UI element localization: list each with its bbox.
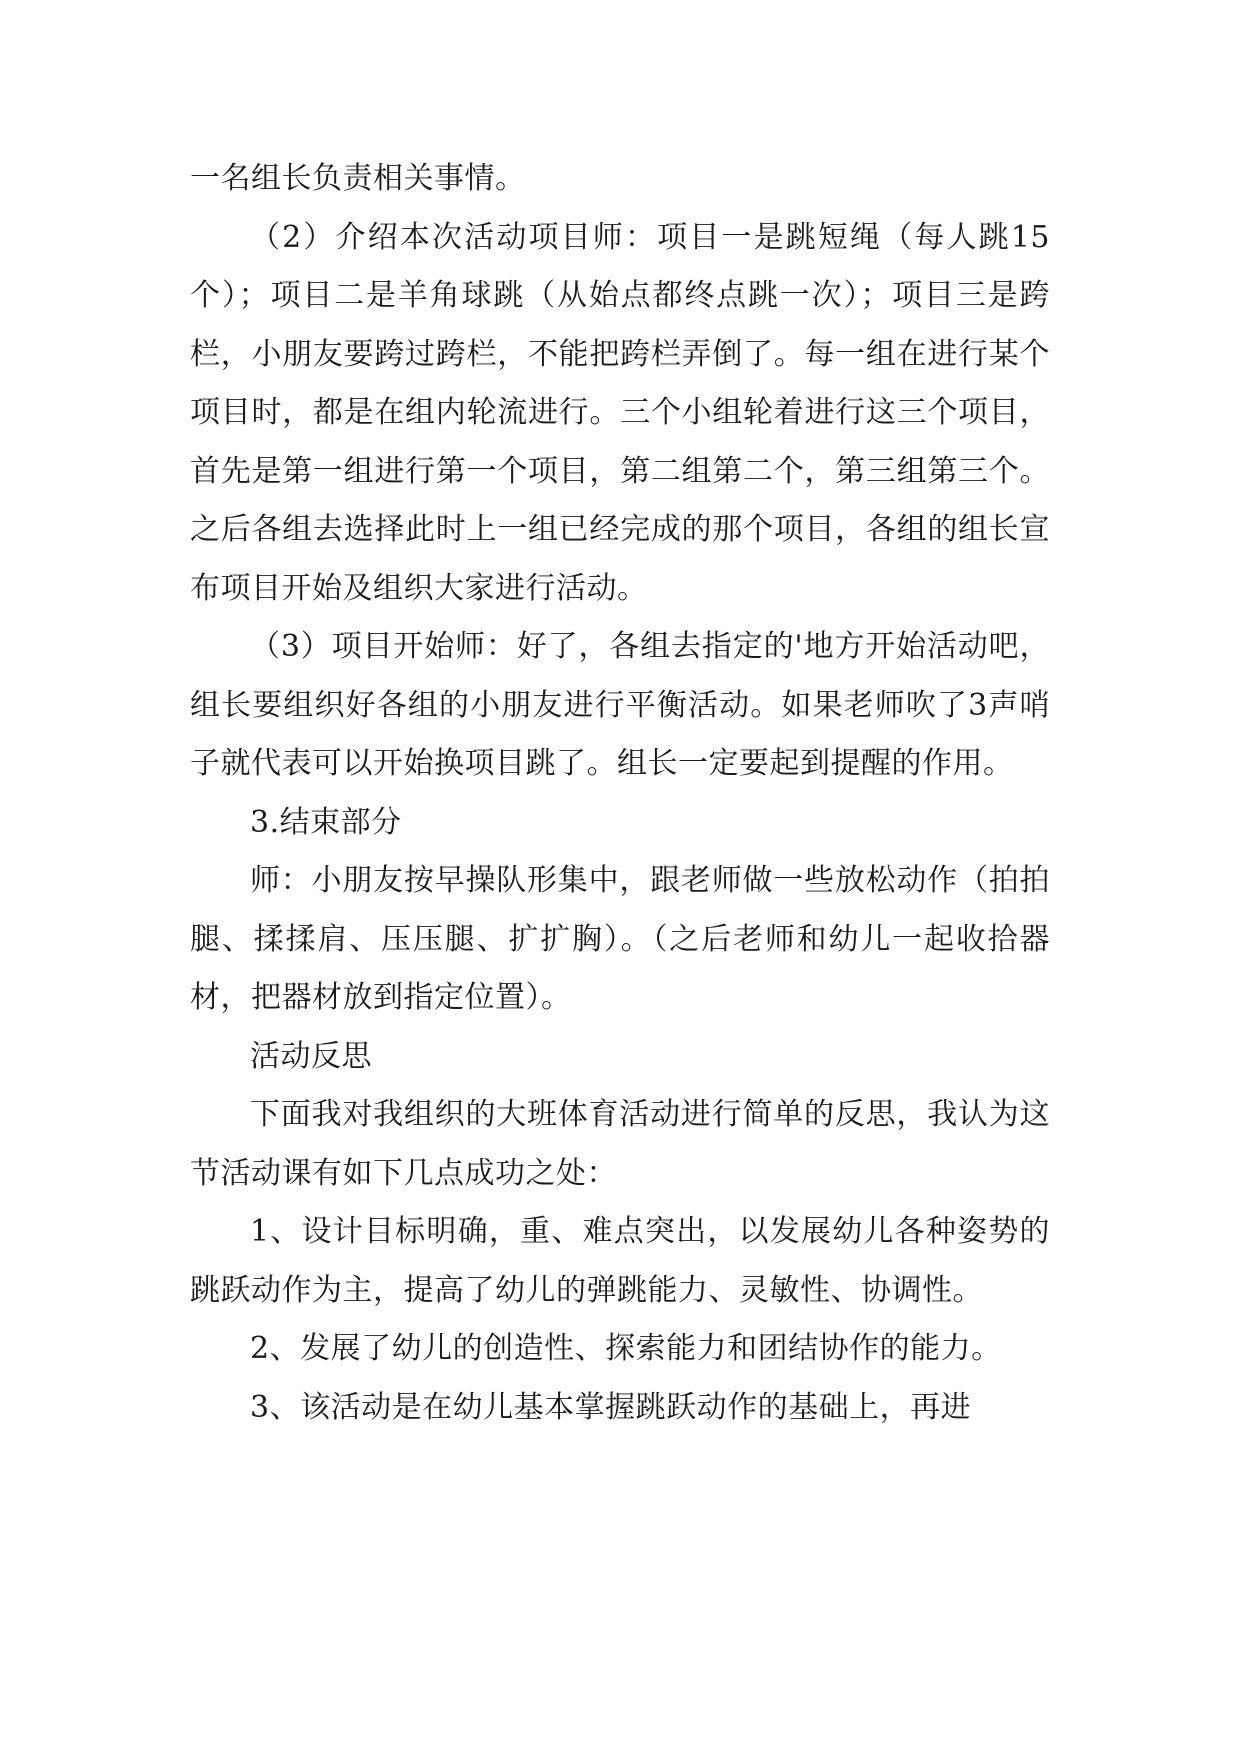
section-heading-end: 3.结束部分 xyxy=(250,804,402,840)
paragraph-point-1: 1、设计目标明确，重、难点突出，以发展幼儿各种姿势的跳跃动作为主，提高了幼儿的弹跳能力、灵敏性、协调性。 xyxy=(190,1214,1050,1308)
paragraph-teacher-instruction: 师：小朋友按早操队形集中，跟老师做一些放松动作（拍拍腿、揉揉肩、压压腿、扩扩胸）。（之后老师和幼儿一起收拾器材，把器材放到指定位置）。 xyxy=(190,863,1050,1015)
paragraph-point-2: 2、发展了幼儿的创造性、探索能力和团结协作的能力。 xyxy=(250,1331,1002,1366)
paragraph-item-2: （2）介绍本次活动项目师：项目一是跳短绳（每人跳15个）；项目二是羊角球跳（从始点都终点跳一次）；项目三是跨栏，小朋友要跨过跨栏，不能把跨栏弄倒了。每一组在进行某个项目时，都是在组内轮流进行。三个小组轮着进行这三个项目，首先是第一组进行第一个项目，第二组第二个，第三组第三个。之后各组去选择此时上一组已经完成的那个项目，各组的组长宣布项目开始及组织大家进行活动。 xyxy=(190,219,1050,606)
paragraph-continuation: 一名组长负责相关事情。 xyxy=(190,161,526,196)
section-heading-reflection: 活动反思 xyxy=(250,1038,372,1074)
paragraph-item-3: （3）项目开始师：好了，各组去指定的'地方开始活动吧，组长要组织好各组的小朋友进行平衡活动。如果老师吹了3声哨子就代表可以开始换项目跳了。组长一定要起到提醒的作用。 xyxy=(190,629,1050,781)
document-body xyxy=(190,150,1050,1437)
paragraph-reflection-intro: 下面我对我组织的大班体育活动进行简单的反思，我认为这节活动课有如下几点成功之处： xyxy=(190,1097,1050,1191)
paragraph-point-3: 3、该活动是在幼儿基本掌握跳跃动作的基础上，再进 xyxy=(250,1389,972,1425)
